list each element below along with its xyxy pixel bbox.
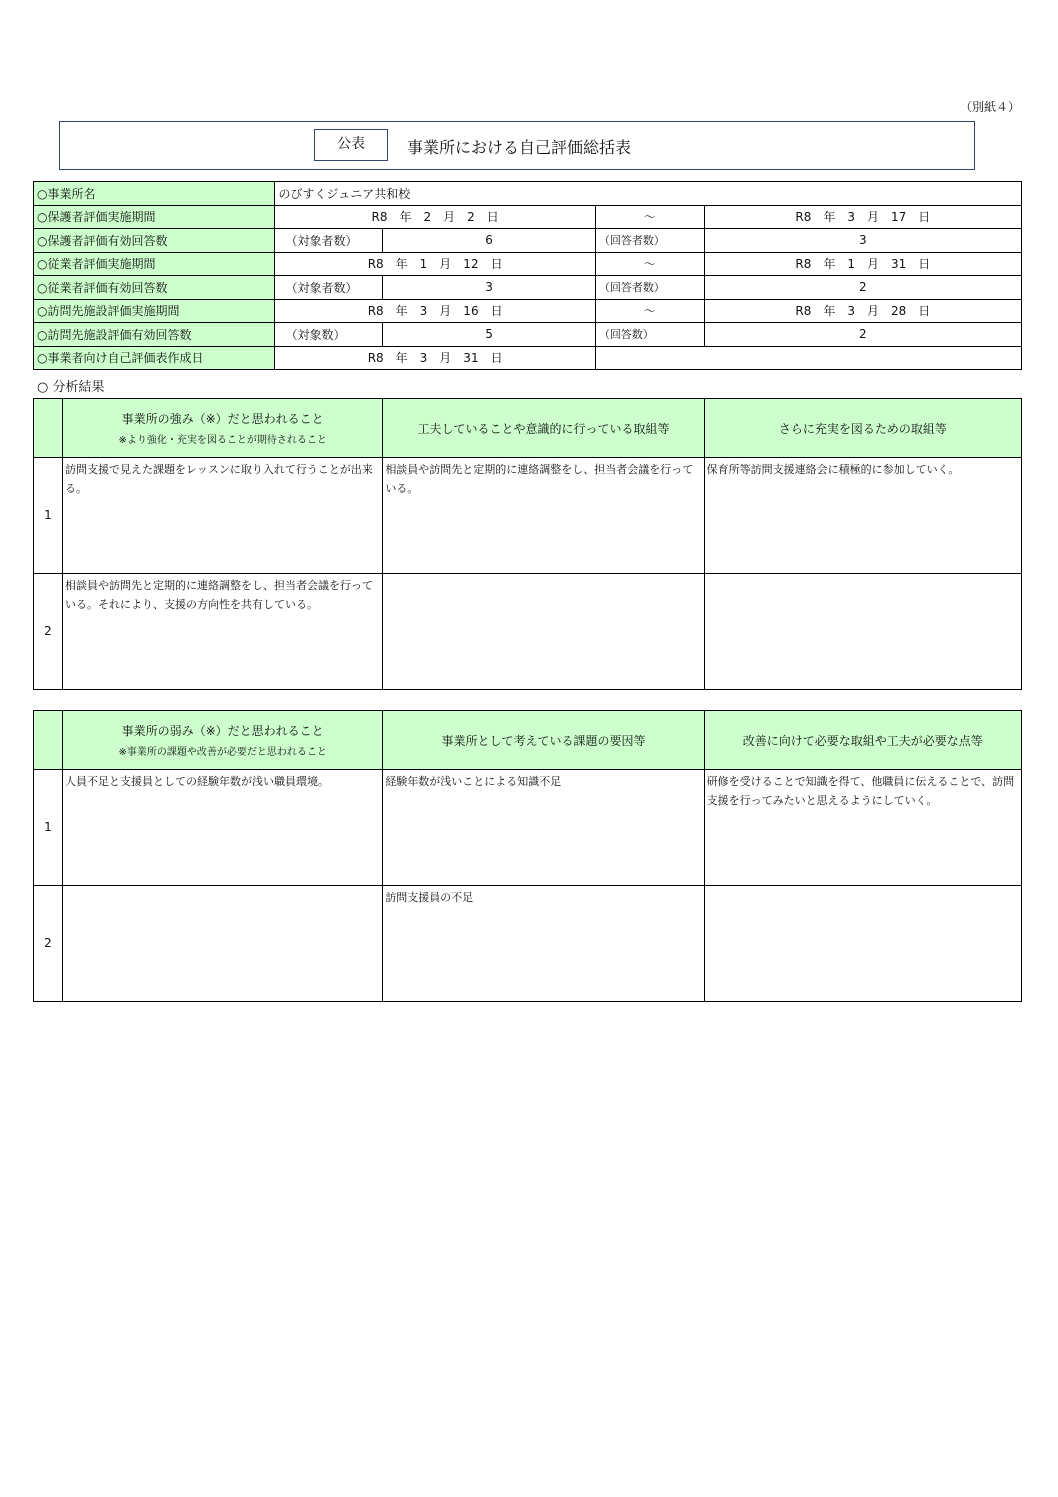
header-blank <box>34 399 63 458</box>
answer-count: 2 <box>704 323 1021 347</box>
row-label: ○保護者評価実施期間 <box>34 205 275 229</box>
period-tilde: ～ <box>595 252 704 276</box>
analysis-label: ○ 分析結果 <box>37 380 105 395</box>
period-to: R8 年 1 月 31 日 <box>704 252 1021 276</box>
table-row <box>34 574 1022 690</box>
period-tilde: ～ <box>595 299 704 323</box>
period-to: R8 年 3 月 17 日 <box>704 205 1021 229</box>
header-strengths <box>62 399 382 458</box>
row-number: 2 <box>34 574 63 690</box>
info-row-count <box>34 229 1022 253</box>
header-weaknesses-note: ※事業所の課題や改善が必要だと思われること <box>118 747 327 758</box>
header-weaknesses-title: 事業所の弱み（※）だと思われること <box>121 724 324 738</box>
info-table <box>33 181 1022 370</box>
cell-effort: 相談員や訪問先と定期的に連絡調整をし、担当者会議を行っている。 <box>383 458 704 574</box>
row-label: ○保護者評価有効回答数 <box>34 229 275 253</box>
header-causes: 事業所として考えている課題の要因等 <box>383 711 704 770</box>
answer-label: （回答者数） <box>595 276 704 300</box>
row-number: 2 <box>34 886 63 1002</box>
info-row-period <box>34 299 1022 323</box>
page-title: 事業所における自己評価総括表 <box>407 138 632 157</box>
target-label: （対象者数） <box>275 229 383 253</box>
header-strengths-note: ※より強化・充実を図ることが期待されること <box>118 435 327 446</box>
created-date: R8 年 3 月 31 日 <box>275 346 595 370</box>
row-label: ○訪問先施設評価有効回答数 <box>34 323 275 347</box>
info-row-period <box>34 252 1022 276</box>
row-label: ○従業者評価実施期間 <box>34 252 275 276</box>
header-weaknesses <box>62 711 382 770</box>
created-label: ○事業者向け自己評価表作成日 <box>34 346 275 370</box>
period-from: R8 年 1 月 12 日 <box>275 252 595 276</box>
header-improvements: 改善に向けて必要な取組や工夫が必要な点等 <box>704 711 1021 770</box>
cell-weakness <box>62 886 382 1002</box>
cell-effort <box>383 574 704 690</box>
info-row-count <box>34 323 1022 347</box>
header-blank <box>34 711 63 770</box>
annex-label: （別紙４） <box>959 100 1020 114</box>
weaknesses-table <box>33 710 1022 1002</box>
title-box <box>59 121 975 170</box>
header-strengths-title: 事業所の強み（※）だと思われること <box>121 412 324 426</box>
table-row <box>34 770 1022 886</box>
office-label: ○事業所名 <box>34 182 275 206</box>
strengths-table <box>33 398 1022 690</box>
row-number: 1 <box>34 458 63 574</box>
header-efforts: 工夫していることや意識的に行っている取組等 <box>383 399 704 458</box>
cell-cause: 訪問支援員の不足 <box>383 886 704 1002</box>
row-label: ○訪問先施設評価実施期間 <box>34 299 275 323</box>
target-count: 6 <box>383 229 596 253</box>
cell-enhancement <box>704 574 1021 690</box>
period-from: R8 年 3 月 16 日 <box>275 299 595 323</box>
header-enhancements: さらに充実を図るための取組等 <box>704 399 1021 458</box>
info-row-office <box>34 182 1022 206</box>
info-row-count <box>34 276 1022 300</box>
answer-count: 2 <box>704 276 1021 300</box>
period-to: R8 年 3 月 28 日 <box>704 299 1021 323</box>
row-label: ○従業者評価有効回答数 <box>34 276 275 300</box>
target-label: （対象数） <box>275 323 383 347</box>
cell-improvement <box>704 886 1021 1002</box>
answer-count: 3 <box>704 229 1021 253</box>
info-row-period <box>34 205 1022 229</box>
answer-label: （回答者数） <box>595 229 704 253</box>
cell-strength: 訪問支援で見えた課題をレッスンに取り入れて行うことが出来る。 <box>62 458 382 574</box>
answer-label: （回答数） <box>595 323 704 347</box>
period-tilde: ～ <box>595 205 704 229</box>
cell-strength: 相談員や訪問先と定期的に連絡調整をし、担当者会議を行っている。それにより、支援の方向性を共有している。 <box>62 574 382 690</box>
target-label: （対象者数） <box>275 276 383 300</box>
cell-weakness: 人員不足と支援員としての経験年数が浅い職員環境。 <box>62 770 382 886</box>
target-count: 5 <box>383 323 596 347</box>
table-row <box>34 886 1022 1002</box>
target-count: 3 <box>383 276 596 300</box>
period-from: R8 年 2 月 2 日 <box>275 205 595 229</box>
cell-enhancement: 保育所等訪問支援連絡会に積極的に参加していく。 <box>704 458 1021 574</box>
cell-cause: 経験年数が浅いことによる知識不足 <box>383 770 704 886</box>
row-number: 1 <box>34 770 63 886</box>
table-row <box>34 458 1022 574</box>
public-badge: 公表 <box>314 129 388 161</box>
info-row-created <box>34 346 1022 370</box>
cell-improvement: 研修を受けることで知識を得て、他職員に伝えることで、訪問支援を行ってみたいと思えるようにしていく。 <box>704 770 1021 886</box>
office-name: のびすくジュニア共和校 <box>275 182 1022 206</box>
